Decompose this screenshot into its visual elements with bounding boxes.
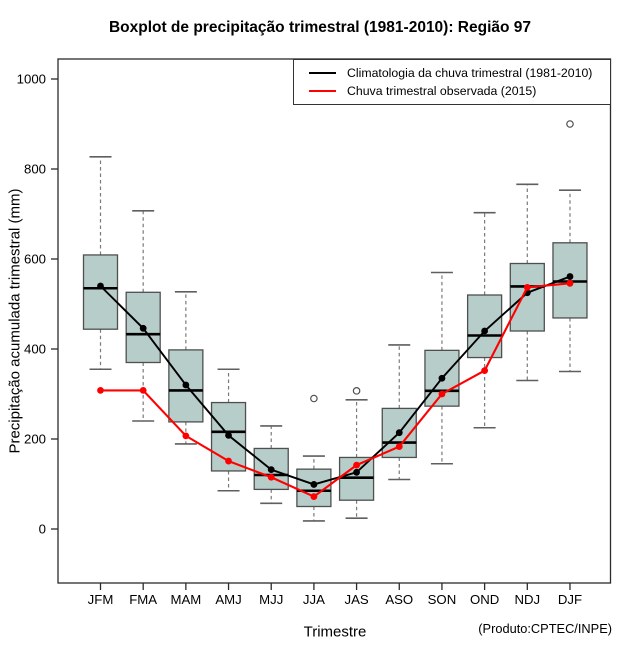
svg-text:200: 200 [23, 431, 46, 447]
svg-text:800: 800 [23, 161, 46, 177]
y-axis-title: Precipitação acumulada trimestral (mm) [6, 188, 24, 454]
svg-text:1000: 1000 [16, 71, 46, 87]
svg-text:DJF: DJF [557, 592, 583, 607]
boxes-layer [84, 121, 587, 521]
legend-label-observed: Chuva trimestral observada (2015) [347, 84, 537, 98]
svg-text:600: 600 [23, 251, 46, 267]
svg-text:ASO: ASO [385, 592, 414, 607]
chart-title: Boxplot de precipitação trimestral (1981-2010): Região 97 [108, 19, 532, 36]
svg-text:JAS: JAS [344, 592, 369, 607]
axes-layer [17, 59, 611, 607]
svg-text:JFM: JFM [87, 592, 114, 607]
x-axis-title: Trimestre [303, 623, 367, 641]
observed-line-swatch [309, 90, 336, 92]
source-note: (Produto:CPTEC/INPE) [478, 621, 612, 636]
legend-entry-climatology [309, 66, 610, 81]
climatology-line-swatch [309, 72, 336, 74]
svg-text:JJA: JJA [302, 592, 325, 607]
legend-label-climatology: Climatologia da chuva trimestral (1981-2010) [347, 66, 593, 80]
svg-text:MJJ: MJJ [259, 592, 284, 607]
svg-text:NDJ: NDJ [514, 592, 541, 607]
svg-text:OND: OND [469, 592, 500, 607]
svg-text:AMJ: AMJ [215, 592, 242, 607]
svg-text:SON: SON [427, 592, 457, 607]
svg-text:400: 400 [23, 341, 46, 357]
svg-text:MAM: MAM [170, 592, 202, 607]
legend-entry-observed [309, 84, 610, 99]
legend [293, 59, 611, 105]
svg-text:0: 0 [38, 521, 46, 537]
svg-text:FMA: FMA [129, 592, 158, 607]
